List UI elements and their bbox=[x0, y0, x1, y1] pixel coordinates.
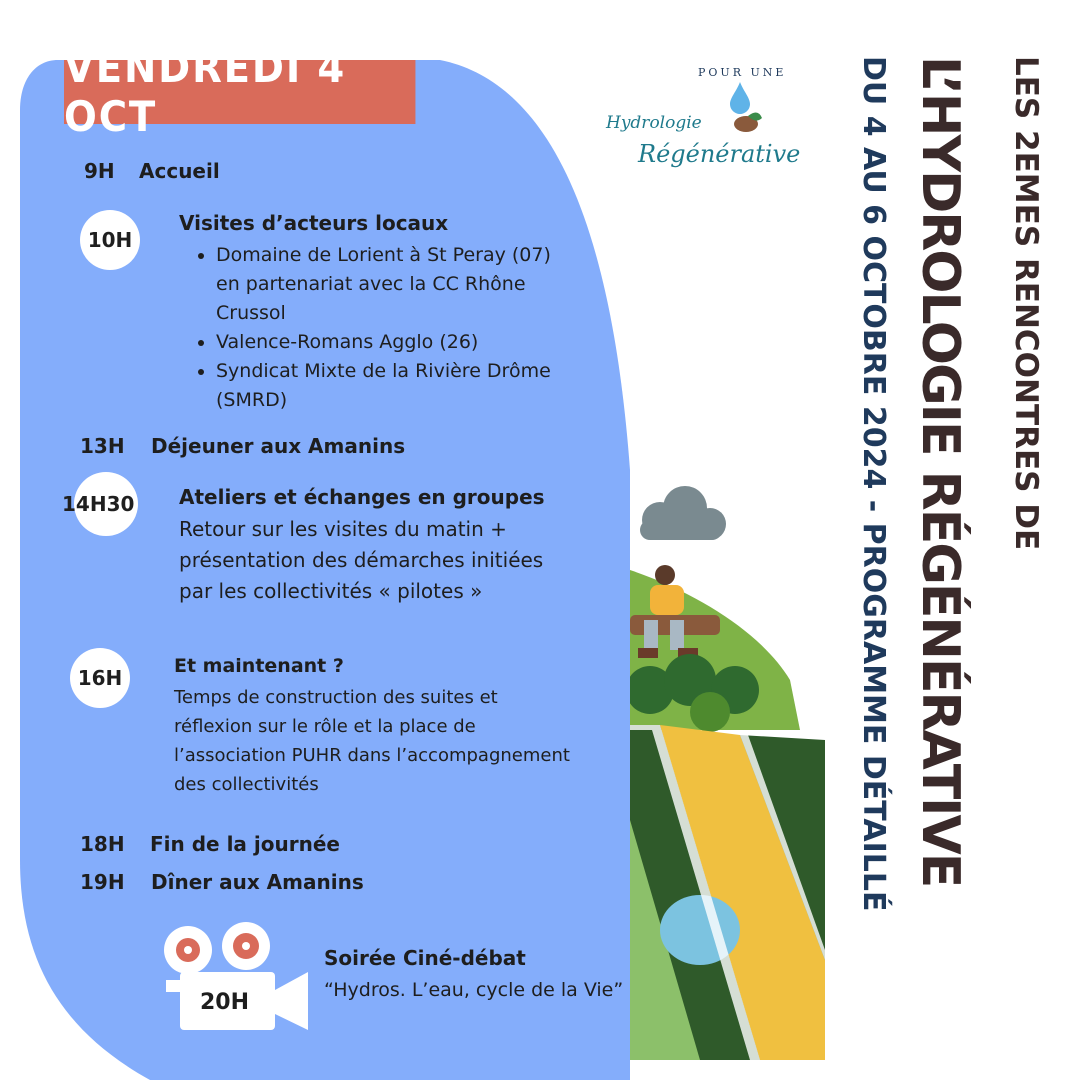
title-dejeuner: Déjeuner aux Amanins bbox=[151, 434, 406, 458]
puhr-logo bbox=[598, 60, 808, 180]
cloud-icon bbox=[640, 486, 726, 540]
title-accueil: Accueil bbox=[139, 159, 220, 183]
title-fin: Fin de la journée bbox=[150, 832, 340, 856]
logo-line2: Régénérative bbox=[638, 140, 801, 168]
list-item: • Valence-Romans Agglo (26) bbox=[216, 328, 551, 357]
water-drop-icon bbox=[730, 82, 750, 114]
desc-maintenant-1: Temps de construction des suites et bbox=[174, 687, 498, 708]
time-18h: 18H bbox=[80, 832, 125, 856]
time-10h: 10H bbox=[80, 210, 140, 270]
time-19h: 19H bbox=[80, 870, 125, 894]
landscape-illustration bbox=[630, 480, 830, 1060]
desc-maintenant-2: réflexion sur le rôle et la place de bbox=[174, 716, 476, 737]
desc-ateliers-3: par les collectivités « pilotes » bbox=[179, 579, 483, 603]
time-14h30-circle bbox=[62, 472, 138, 536]
film-title: “Hydros. L’eau, cycle de la Vie” bbox=[324, 979, 624, 1001]
time-13h: 13H bbox=[80, 434, 125, 458]
desc-maintenant-3: l’association PUHR dans l’accompagnement bbox=[174, 745, 570, 766]
desc-ateliers-2: présentation des démarches initiées bbox=[179, 548, 544, 572]
logo-line1: Hydrologie bbox=[606, 113, 702, 133]
title-line2: L’HYDROLOGIE RÉGÉNÉRATIVE bbox=[910, 56, 970, 887]
list-item: • Domaine de Lorient à St Peray (07) en partenariat avec la CC Rhône Crussol bbox=[216, 241, 551, 328]
day-banner: VENDREDI 4 OCT bbox=[64, 60, 415, 124]
time-9h: 9H bbox=[84, 159, 115, 183]
time-16h: 16H bbox=[70, 648, 130, 708]
title-ateliers: Ateliers et échanges en groupes bbox=[179, 485, 545, 509]
desc-ateliers-1: Retour sur les visites du matin + bbox=[179, 517, 507, 541]
desc-maintenant-4: des collectivités bbox=[174, 774, 319, 795]
title-line1: LES 2EMES RENCONTRES DE bbox=[1008, 56, 1044, 551]
title-maintenant: Et maintenant ? bbox=[174, 655, 344, 677]
movie-camera-icon bbox=[160, 920, 310, 1035]
time-20h: 20H bbox=[200, 990, 250, 1015]
list-item: • Syndicat Mixte de la Rivière Drôme (SMRD) bbox=[216, 357, 551, 415]
title-diner: Dîner aux Amanins bbox=[151, 870, 364, 894]
logo-top-text: POUR UNE bbox=[698, 66, 787, 79]
visites-list bbox=[180, 241, 551, 415]
title-visites: Visites d’acteurs locaux bbox=[179, 211, 449, 235]
title-cine-debat: Soirée Ciné-débat bbox=[324, 946, 526, 970]
title-line3: DU 4 AU 6 OCTOBRE 2024 - PROGRAMME DÉTAILLÉ bbox=[856, 56, 891, 912]
time-14h30: 14H30 bbox=[62, 492, 135, 516]
